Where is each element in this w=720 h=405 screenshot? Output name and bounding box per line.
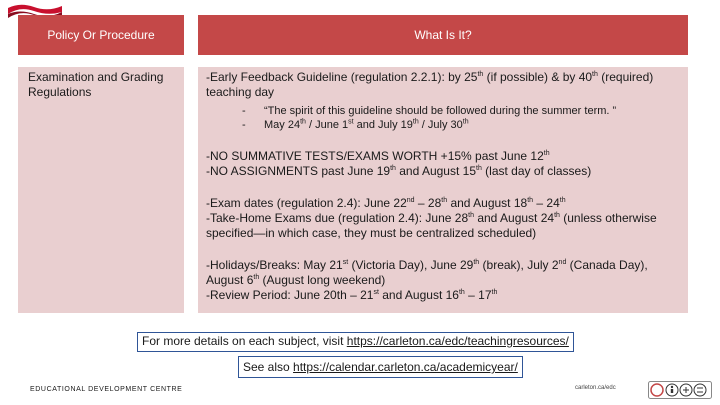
header-what-is-it: What Is It? [191, 15, 688, 55]
footer-centre-name: EDUCATIONAL DEVELOPMENT CENTRE [30, 386, 183, 393]
list-item: - May 24th / June 1st and July 19th / July 30th [242, 118, 469, 131]
row-description [191, 67, 688, 313]
creative-commons-badge-icon [648, 381, 712, 399]
header-policy: Policy Or Procedure [18, 15, 191, 55]
holidays-block: -Holidays/Breaks: May 21st (Victoria Day), June 29th (break), July 2nd (Canada Day), August 6th (August long weekend) -Review Period: June 20th – 21st and August 16th – 17th [206, 258, 648, 302]
academic-year-callout: See also https://calendar.carleton.ca/academicyear/ [238, 356, 523, 378]
academic-year-link[interactable]: https://calendar.carleton.ca/academicyear/ [293, 360, 518, 374]
policy-table [18, 15, 688, 313]
early-feedback-block: -Early Feedback Guideline (regulation 2.2.1): by 25th (if possible) & by 40th (required) teaching day - “The spirit of this guideline should be followed during the summer term. ” - May 24th / June 1st and July 19th / July 30th [206, 70, 680, 132]
no-tests-block: -NO SUMMATIVE TESTS/EXAMS WORTH +15% past June 12th -NO ASSIGNMENTS past June 19th and August 15th (last day of classes) [206, 149, 592, 178]
early-feedback-bullets [206, 104, 680, 132]
footer-url: carleton.ca/edc [575, 385, 616, 391]
table-header-row [18, 15, 688, 55]
teaching-resources-callout: For more details on each subject, visit https://carleton.ca/edc/teachingresources/ [137, 332, 574, 352]
list-item: - “The spirit of this guideline should be followed during the summer term. ” [242, 105, 617, 117]
row-label: Examination and Grading Regulations [18, 67, 191, 313]
table-row [18, 67, 688, 313]
teaching-resources-link[interactable]: https://carleton.ca/edc/teachingresources/ [346, 334, 569, 348]
exam-dates-block: -Exam dates (regulation 2.4): June 22nd – 28th and August 18th – 24th -Take-Home Exams due (regulation 2.4): June 28th and August 24th (unless otherwise specified—in which case, they must be centralized scheduled) [206, 196, 657, 240]
